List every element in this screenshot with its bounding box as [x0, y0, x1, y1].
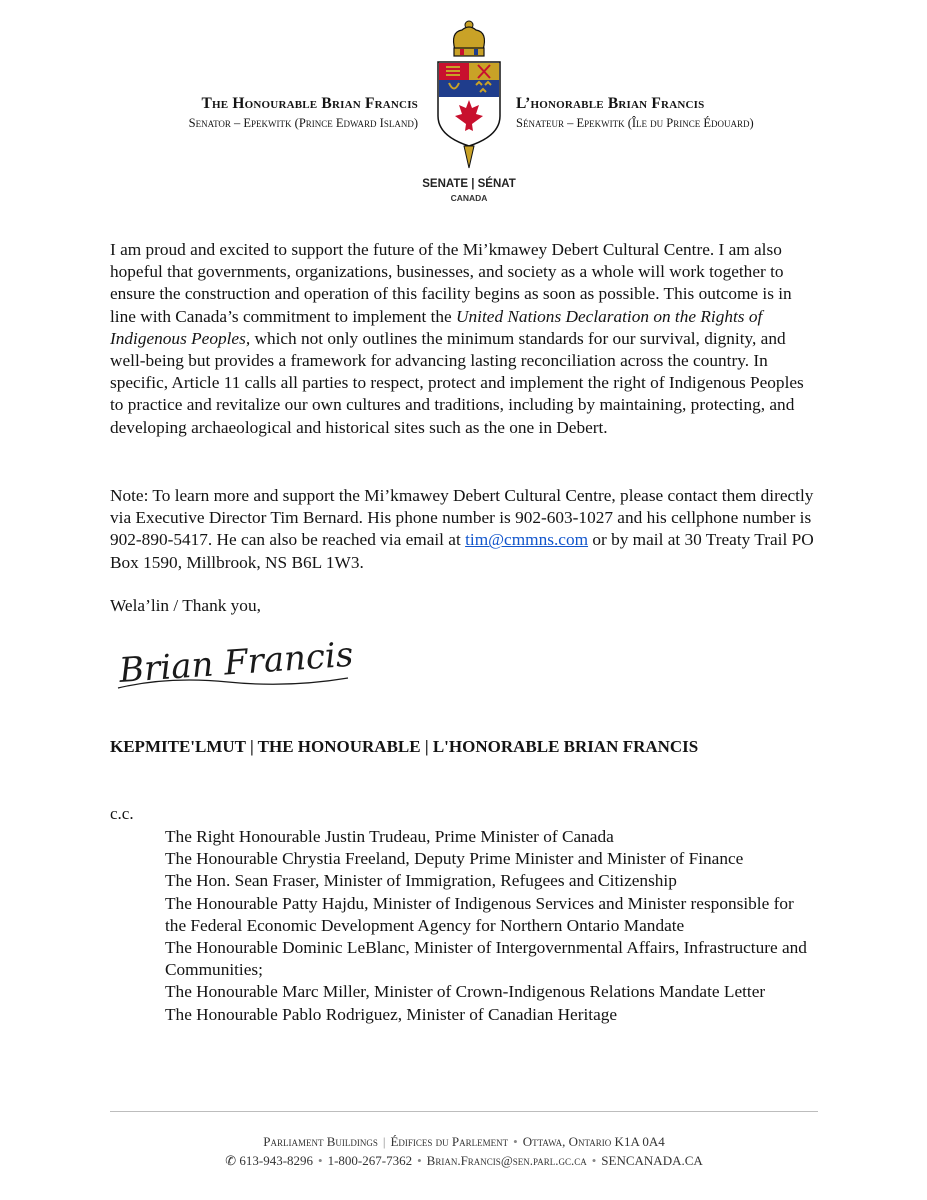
letterhead-title-en: Senator – Epekwitk (Prince Edward Island) [188, 116, 418, 130]
undrip-title: United Nations Declaration on the Rights of Indigenous Peoples, [110, 306, 763, 348]
footer-address-en: Parliament Buildings [263, 1134, 378, 1149]
cc-recipient: The Honourable Pablo Rodriguez, Minister of Canadian Heritage [165, 1004, 618, 1024]
footer-tollfree: 1-800-267-7362 [327, 1153, 413, 1168]
footer-city: Ottawa, Ontario K1A 0A4 [522, 1134, 665, 1149]
letterhead-name-en: The Honourable Brian Francis [201, 95, 418, 112]
shield-icon [438, 62, 500, 146]
p1-text-start: I am proud and excited to support the future of the Mi’kmawey Debert Cultural Centre. I am also hopeful that governments, organizations, businesses, and society as a whole will work together to ensure the construction and operation of this facility begins as soon as possible. This outcome is in line with Canada’s commitment to implement the [110, 240, 792, 326]
phone-icon: ✆ [225, 1153, 237, 1168]
letterhead-french [516, 95, 816, 131]
body-paragraph-note [110, 485, 820, 574]
cc-recipient: The Honourable Chrystia Freeland, Deputy Prime Minister and Minister of Finance [165, 849, 744, 869]
closing-salutation: Wela’lin / Thank you, [110, 596, 261, 615]
p2-text-start: Note: To learn more and support the Mi’kmawey Debert Cultural Centre, please contact them directly via Executive Director Tim Bernard. His phone number is 902-603-1027 and his cellphone number is 902-890-5417. He can also be reached via email at [110, 486, 814, 550]
cc-recipient: The Honourable Marc Miller, Minister of Crown-Indigenous Relations Mandate Letter [165, 982, 766, 1002]
footer-website[interactable]: SENCANADA.CA [601, 1153, 703, 1168]
footer-address-fr: Édifices du Parlement [390, 1134, 509, 1149]
cc-recipient: The Hon. Sean Fraser, Minister of Immigration, Refugees and Citizenship [165, 871, 677, 891]
footer-address: Parliament Buildings | Édifices du Parlement • Ottawa, Ontario K1A 0A4 [263, 1134, 665, 1149]
senate-country: CANADA [450, 193, 488, 203]
cc-recipient: The Right Honourable Justin Trudeau, Prime Minister of Canada [165, 827, 614, 846]
crown-icon [454, 21, 485, 56]
cc-recipient: The Honourable Patty Hajdu, Minister of Indigenous Services and Minister responsible for the Federal Economic Development Agency for Northern Ontario Mandate [165, 893, 794, 935]
signatory-name: KEPMITE'LMUT | THE HONOURABLE | L'HONORABLE BRIAN FRANCIS [110, 737, 699, 756]
letterhead-english [130, 95, 418, 131]
footer-contact: ✆ 613-943-8296 • 1-800-267-7362 • Brian.Francis@sen.parl.gc.ca • SENCANADA.CA [225, 1153, 703, 1168]
letterhead-title-fr: Sénateur – Epekwitk (Île du Prince Édouard) [516, 116, 754, 130]
footer-phone: 613-943-8296 [239, 1153, 314, 1168]
cc-list [165, 826, 815, 1026]
signature-image [108, 616, 408, 708]
cc-label: c.c. [110, 804, 134, 823]
cc-recipient: The Honourable Dominic LeBlanc, Minister of Intergovernmental Affairs, Infrastructure and Communities; [165, 938, 807, 980]
body-paragraph-1 [110, 239, 820, 439]
senate-crest-logo [430, 18, 508, 173]
footer-email[interactable]: Brian.Francis@sen.parl.gc.ca [426, 1153, 587, 1168]
email-link[interactable]: tim@cmmns.com [465, 530, 589, 550]
p2-text-end: or by mail at 30 Treaty Trail PO Box 1590, Millbrook, NS B6L 1W3. [110, 530, 814, 572]
senate-label: SENATE | SÉNAT [422, 178, 516, 190]
p1-text-end: which not only outlines the minimum standards for our survival, dignity, and well-being but provides a framework for advancing lasting reconciliation across the country. In specific, Article 11 calls all parties to respect, protect and implement the right of Indigenous Peoples to practice and revitalize our own cultures and traditions, including by maintaining, protecting, and developing archaeological and historical sites such as the one in Debert. [110, 328, 804, 437]
signature-text: Brian Francis [117, 634, 355, 691]
footer-divider [110, 1111, 818, 1112]
letterhead-name-fr: L’honorable Brian Francis [516, 95, 705, 112]
